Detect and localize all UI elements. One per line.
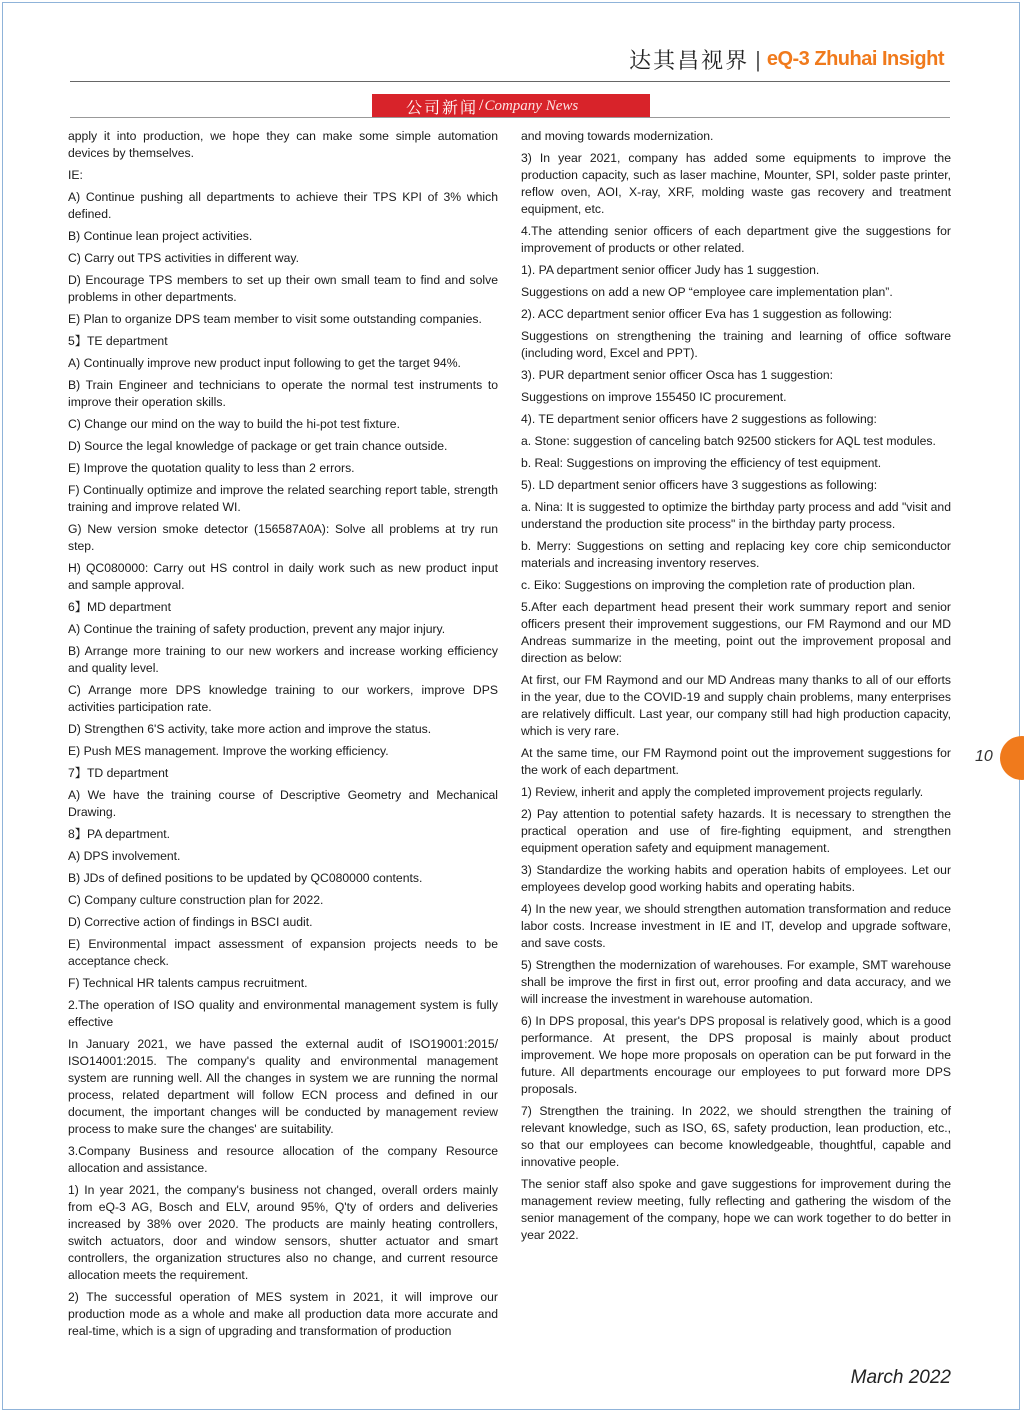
paragraph: 4) In the new year, we should strengthen automation transformation and reduce labor costs. Increase investment in IE and IT, develop and upgrade software, and save costs. (521, 902, 951, 950)
paragraph: At first, our FM Raymond and our MD Andreas many thanks to all of our efforts in the year, due to the COVID-19 and supply chain problems, many enterprises are relatively difficult. Last year, our company still had high production capacity, which is very rare. (521, 673, 951, 738)
paragraph: D) Source the legal knowledge of package or get train chance outside. (68, 439, 448, 453)
masthead-separator: | (755, 46, 761, 72)
paragraph: 5) Strengthen the modernization of warehouses. For example, SMT warehouse shall be improve the first in first out, error proofing and data accuracy, and we will increase the investment in warehouse automation. (521, 958, 951, 1006)
paragraph: and moving towards modernization. (521, 129, 714, 143)
paragraph: 2) The successful operation of MES system in 2021, it will improve our production mode as a whole and make all production data more accurate and real-time, which is a sign of upgrading and transformation of production (68, 1290, 498, 1338)
page-number: 10 (975, 748, 993, 765)
paragraph: 2.The operation of ISO quality and environmental management system is fully effective (68, 998, 498, 1029)
paragraph: C) Carry out TPS activities in different way. (68, 251, 299, 265)
paragraph: 1) In year 2021, the company's business not changed, overall orders mainly from eQ-3 AG, Bosch and ELV, around 95%, Q'ty of orders and deliveries increased by 38% over 2020. The products are mainly heating controllers, switch actuators, door and window sensors, shutter actuator and smart controllers, the organization structures also no change, and current resource allocation meets the requirement. (68, 1183, 498, 1282)
paragraph: 1). PA department senior officer Judy has 1 suggestion. (521, 263, 820, 277)
paragraph: The senior staff also spoke and gave suggestions for improvement during the management review meeting, fully reflecting and gathering the wisdom of the senior management of the company, hope we can work together to do better in year 2022. (521, 1177, 951, 1242)
paragraph: E) Environmental impact assessment of expansion projects needs to be acceptance check. (68, 937, 498, 968)
paragraph: B) Train Engineer and technicians to operate the normal test instruments to improve their operation skills. (68, 378, 498, 409)
paragraph: 5】TE department (68, 334, 168, 348)
paragraph: E) Plan to organize DPS team member to visit some outstanding companies. (68, 312, 482, 326)
paragraph: D) Strengthen 6'S activity, take more action and improve the status. (68, 722, 432, 736)
section-label-slash: / (479, 97, 484, 114)
paragraph: b. Real: Suggestions on improving the efficiency of test equipment. (521, 456, 882, 470)
paragraph: F) Continually optimize and improve the related searching report table, strength training and improve related WI. (68, 483, 498, 514)
left-text-column (68, 128, 498, 1345)
paragraph: A) Continue pushing all departments to achieve their TPS KPI of 3% which defined. (68, 190, 498, 221)
paragraph: A) We have the training course of Descriptive Geometry and Mechanical Drawing. (68, 788, 498, 819)
paragraph: 8】PA department. (68, 827, 171, 841)
paragraph: 7) Strengthen the training. In 2022, we should strengthen the training of relevant knowledge, such as ISO, 6S, safety production, lean production, etc., so that our employees can become knowledgeable, thoughtful, capable and innovative people. (521, 1104, 951, 1169)
paragraph: IE: (68, 168, 83, 182)
right-text-column (521, 128, 951, 1249)
section-label-en: Company News (484, 97, 579, 114)
paragraph: Suggestions on add a new OP “employee care implementation plan”. (521, 285, 893, 299)
paragraph: apply it into production, we hope they can make some simple automation devices by themselves. (68, 129, 498, 160)
paragraph: A) Continually improve new product input following to get the target 94%. (68, 356, 461, 370)
section-banner (372, 94, 650, 118)
paragraph: H) QC080000: Carry out HS control in daily work such as new product input and sample approval. (68, 561, 498, 592)
paragraph: B) Continue lean project activities. (68, 229, 253, 243)
paragraph: D) Corrective action of findings in BSCI audit. (68, 915, 313, 929)
paragraph: Suggestions on strengthening the training and learning of office software (including word, Excel and PPT). (521, 329, 951, 360)
paragraph: G) New version smoke detector (156587A0A): Solve all problems at try run step. (68, 522, 498, 553)
header-rule (70, 81, 950, 82)
paragraph: A) DPS involvement. (68, 849, 181, 863)
paragraph: D) Encourage TPS members to set up their own small team to find and solve problems in other departments. (68, 273, 498, 304)
paragraph: A) Continue the training of safety production, prevent any major injury. (68, 622, 446, 636)
paragraph: a. Stone: suggestion of canceling batch 92500 stickers for AQL test modules. (521, 434, 936, 448)
paragraph: B) Arrange more training to our new workers and increase working efficiency and quality level. (68, 644, 498, 675)
masthead (629, 44, 944, 75)
paragraph: 6】MD department (68, 600, 171, 614)
paragraph: C) Company culture construction plan for 2022. (68, 893, 324, 907)
paragraph: b. Merry: Suggestions on setting and replacing key core chip semiconductor materials and increasing inventory reserves. (521, 539, 951, 570)
paragraph: 5). LD department senior officers have 3 suggestions as following: (521, 478, 878, 492)
paragraph: F) Technical HR talents campus recruitment. (68, 976, 308, 990)
magazine-title-en: eQ-3 Zhuhai Insight (766, 48, 944, 70)
paragraph: 3) In year 2021, company has added some equipments to improve the production capacity, such as laser machine, Mounter, SPI, solder paste printer, reflow oven, AOI, X-ray, XRF, molding waste gas recovery and treatment equipment, etc. (521, 151, 951, 216)
paragraph: 2). ACC department senior officer Eva has 1 suggestion as following: (521, 307, 893, 321)
paragraph: 5.After each department head present their work summary report and senior officers present their improvement suggestions, our FM Raymond and our MD Andreas summarize in the meeting, point out the improvement proposal and direction as below: (521, 600, 951, 665)
paragraph: 4.The attending senior officers of each department give the suggestions for improvement of products or other related. (521, 224, 951, 255)
issue-date: March 2022 (850, 1367, 951, 1388)
magazine-title-cn: 达其昌视界 (629, 49, 750, 74)
paragraph: 6) In DPS proposal, this year's DPS proposal is relatively good, which is a good performance. At present, the DPS proposal is mainly about product improvement. We hope more proposals on operation can be put forward in the future. All departments encourage our employees to put forward more DPS proposals. (521, 1014, 951, 1096)
paragraph: 3.Company Business and resource allocation of the company Resource allocation and assistance. (68, 1144, 498, 1175)
section-rule (70, 117, 950, 118)
paragraph: a. Nina: It is suggested to optimize the birthday party process and add "visit and understand the production site process" in the birthday party process. (521, 500, 951, 531)
paragraph: At the same time, our FM Raymond point out the improvement suggestions for the work of each department. (521, 746, 951, 777)
section-label-cn: 公司新闻 (406, 97, 479, 117)
paragraph: E) Improve the quotation quality to less than 2 errors. (68, 461, 355, 475)
paragraph: 3) Standardize the working habits and operation habits of employees. Let our employees develop good working habits and operating habits. (521, 863, 951, 894)
paragraph: In January 2021, we have passed the external audit of ISO19001:2015/ ISO14001:2015. The company's quality and environmental management system are running well. All the changes in system we are running the normal process, related department will follow ECN process and defined in our document, the important changes will be conducted by management review process to make sure the changes' are suitability. (68, 1037, 498, 1136)
paragraph: C) Change our mind on the way to build the hi-pot test fixture. (68, 417, 400, 431)
paragraph: B) JDs of defined positions to be updated by QC080000 contents. (68, 871, 423, 885)
paragraph: 2) Pay attention to potential safety hazards. It is necessary to strengthen the practical operation and use of fire-fighting equipment, and strengthen equipment operation safety and equipment management. (521, 807, 951, 855)
paragraph: Suggestions on improve 155450 IC procurement. (521, 390, 787, 404)
paragraph: 1) Review, inherit and apply the completed improvement projects regularly. (521, 785, 924, 799)
paragraph: c. Eiko: Suggestions on improving the completion rate of production plan. (521, 578, 916, 592)
paragraph: E) Push MES management. Improve the working efficiency. (68, 744, 389, 758)
paragraph: 7】TD department (68, 766, 169, 780)
paragraph: C) Arrange more DPS knowledge training to our workers, improve DPS activities participation rate. (68, 683, 498, 714)
paragraph: 3). PUR department senior officer Osca has 1 suggestion: (521, 368, 834, 382)
paragraph: 4). TE department senior officers have 2 suggestions as following: (521, 412, 877, 426)
